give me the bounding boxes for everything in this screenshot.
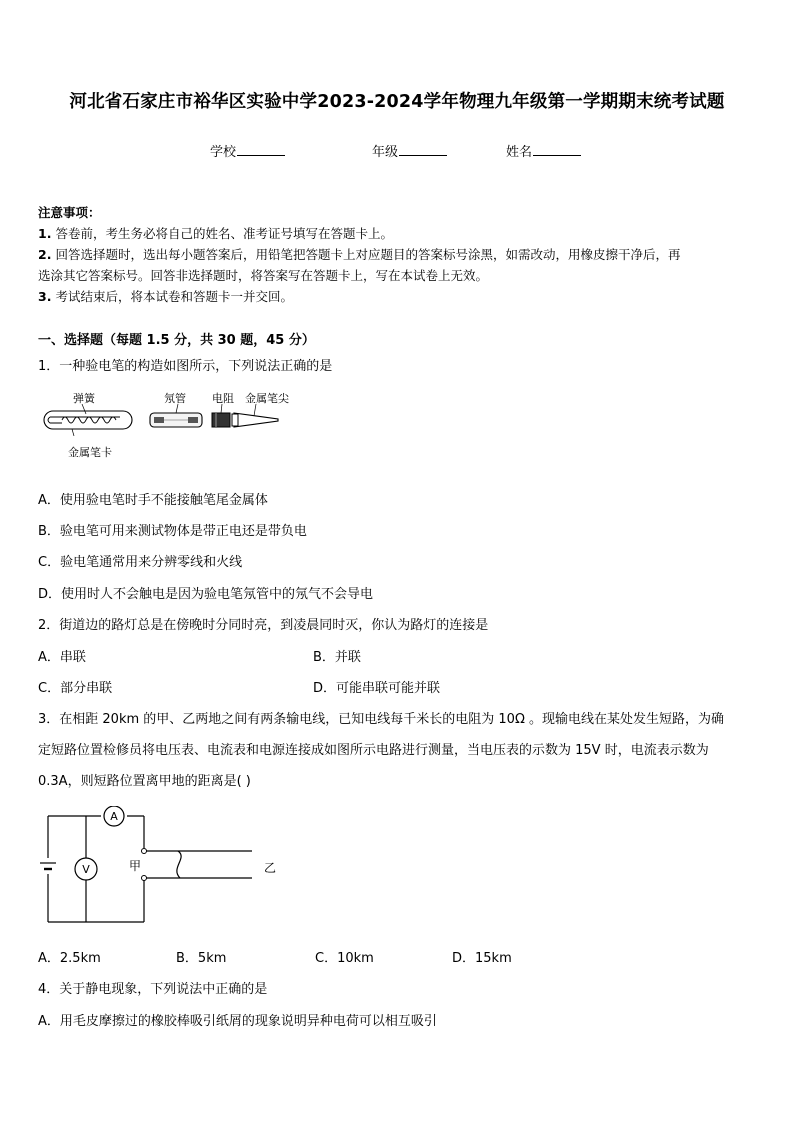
- notes-heading: 注意事项：: [38, 205, 101, 220]
- school-field: [210, 141, 285, 160]
- q1-option-d: D．使用时人不会触电是因为验电笔氖管中的氖气不会导电: [38, 587, 374, 602]
- label-metal-clip: 金属笔卡: [68, 446, 112, 459]
- question-3-line-3: 0.3A，则短路位置离甲地的距离是( ): [38, 774, 251, 789]
- page-title: 河北省石家庄市裕华区实验中学2023-2024学年物理九年级第一学期期末统考试题: [69, 92, 725, 112]
- question-3-line-1: 3．在相距 20km 的甲、乙两地之间有两条输电线，已知电线每千米长的电阻为 10Ω 。现输电线在某处发生短路，为确: [38, 712, 725, 727]
- note-text: 答卷前，考生务必将自己的姓名、准考证号填写在答题卡上。: [55, 226, 393, 241]
- note-text: 回答选择题时，选出每小题答案后，用铅笔把答题卡上对应题目的答案标号涂黑，如需改动，用橡皮擦干净后，再: [55, 247, 681, 262]
- label-neon: 氖管: [164, 392, 186, 405]
- name-blank: [533, 143, 581, 156]
- note-text: 考试结束后，将本试卷和答题卡一并交回。: [55, 289, 293, 304]
- grade-label: 年级: [372, 145, 399, 160]
- question-2-stem: 2．街道边的路灯总是在傍晚时分同时亮，到凌晨同时灭，你认为路灯的连接是: [38, 618, 489, 633]
- q1-option-a: A．使用验电笔时手不能接触笔尾金属体: [38, 493, 268, 508]
- clip-leader: [72, 429, 74, 436]
- name-field: [506, 141, 581, 160]
- resistor-body: [212, 413, 230, 427]
- label-jia: 甲: [129, 859, 142, 873]
- note-number: 1.: [38, 226, 52, 241]
- note-number: 2.: [38, 247, 52, 262]
- neon-electrode-left: [154, 417, 164, 423]
- neon-electrode-right: [188, 417, 198, 423]
- test-pen-diagram: [42, 404, 282, 436]
- name-label: 姓名: [506, 145, 533, 160]
- q1-option-c: C．验电笔通常用来分辨零线和火线: [38, 555, 243, 570]
- terminal-lower: [142, 876, 147, 881]
- q2-option-a: A．串联: [38, 650, 86, 665]
- label-yi: 乙: [264, 861, 277, 875]
- school-blank: [237, 143, 285, 156]
- q3-option-d: D．15km: [452, 951, 512, 966]
- note-item: [38, 287, 293, 305]
- ammeter-label: A: [110, 810, 118, 823]
- label-spring: 弹簧: [73, 392, 95, 405]
- label-metal-tip: 金属笔尖: [245, 392, 289, 405]
- voltmeter-label: V: [82, 863, 90, 876]
- section-heading: 一、选择题（每题 1.5 分，共 30 题，45 分）: [38, 333, 315, 348]
- question-1-stem: 1．一种验电笔的构造如图所示，下列说法正确的是: [38, 359, 333, 374]
- q3-option-a: A．2.5km: [38, 951, 101, 966]
- q1-option-b: B．验电笔可用来测试物体是带正电还是带负电: [38, 524, 307, 539]
- pen-body: [44, 411, 132, 429]
- q3-option-c: C．10km: [315, 951, 374, 966]
- note-item: [38, 224, 393, 242]
- note-number: 3.: [38, 289, 52, 304]
- label-resistor: 电阻: [212, 392, 234, 405]
- q2-option-c: C．部分串联: [38, 681, 113, 696]
- metal-tip: [234, 413, 278, 427]
- q4-option-a: A．用毛皮摩擦过的橡胶棒吸引纸屑的现象说明异种电荷可以相互吸引: [38, 1014, 437, 1029]
- note-continuation: 选涂其它答案标号。回答非选择题时，将答案写在答题卡上，写在本试卷上无效。: [38, 268, 489, 283]
- note-item: [38, 245, 680, 263]
- grade-blank: [399, 143, 447, 156]
- q3-option-b: B．5km: [176, 951, 227, 966]
- grade-field: [372, 141, 447, 160]
- short-circuit-link: [177, 851, 181, 878]
- school-label: 学校: [210, 145, 237, 160]
- question-3-line-2: 定短路位置检修员将电压表、电流表和电源连接成如图所示电路进行测量，当电压表的示数为 15V 时，电流表示数为: [38, 743, 709, 758]
- tip-collar: [232, 414, 238, 426]
- question-4-stem: 4．关于静电现象，下列说法中正确的是: [38, 982, 268, 997]
- q2-option-d: D．可能串联可能并联: [313, 681, 441, 696]
- terminal-upper: [142, 849, 147, 854]
- q2-option-b: B．并联: [313, 650, 361, 665]
- short-circuit-diagram: [38, 806, 288, 930]
